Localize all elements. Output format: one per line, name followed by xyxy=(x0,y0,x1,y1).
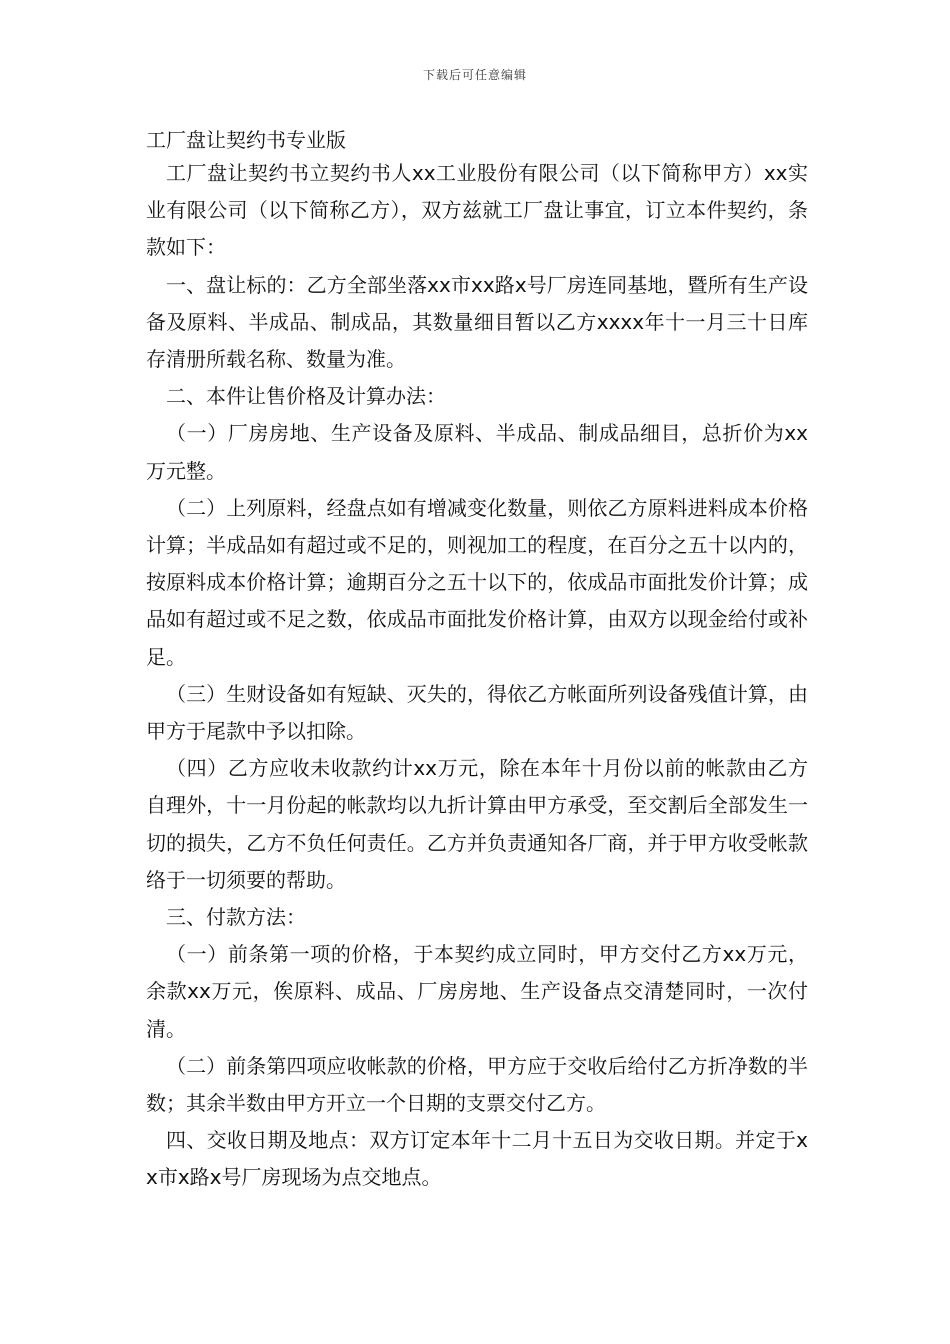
document-title: 工厂盘让契约书专业版 xyxy=(146,128,346,152)
paragraph-clause-2-item-3: （三）生财设备如有短缺、灭失的，得依乙方帐面所列设备残值计算，由甲方于尾款中予以扣除。 xyxy=(146,681,808,744)
paragraph-clause-4: 四、交收日期及地点：双方订定本年十二月十五日为交收日期。并定于xx市x路x号厂房现场为点交地点。 xyxy=(146,1128,808,1190)
document-body xyxy=(146,155,808,1197)
paragraph-clause-2-item-4: （四）乙方应收未收款约计xx万元，除在本年十月份以前的帐款由乙方自理外，十一月份起的帐款均以九折计算由甲方承受，至交割后全部发生一切的损失，乙方不负任何责任。乙方并负责通知各厂商，并于甲方收受帐款络于一切须要的帮助。 xyxy=(146,756,808,892)
paragraph-clause-3-heading: 三、付款方法： xyxy=(166,905,306,930)
paragraph-intro: 工厂盘让契约书立契约书人xx工业股份有限公司（以下简称甲方）xx实业有限公司（以下简称乙方），双方兹就工厂盘让事宜，订立本件契约，条款如下： xyxy=(146,161,808,260)
paragraph-clause-3-item-1: （一）前条第一项的价格，于本契约成立同时，甲方交付乙方xx万元，余款xx万元，俟原料、成品、厂房房地、生产设备点交清楚同时，一次付清。 xyxy=(146,942,808,1041)
page-header: 下载后可任意编辑 xyxy=(422,68,527,82)
paragraph-clause-2-item-1: （一）厂房房地、生产设备及原料、半成品、制成品细目，总折价为xx万元整。 xyxy=(146,421,808,483)
paragraph-clause-3-item-2: （二）前条第四项应收帐款的价格，甲方应于交收后给付乙方折净数的半数；其余半数由甲方开立一个日期的支票交付乙方。 xyxy=(146,1053,808,1116)
paragraph-clause-2-item-2: （二）上列原料，经盘点如有增减变化数量，则依乙方原料进料成本价格计算；半成品如有超过或不足的，则视加工的程度，在百分之五十以内的，按原料成本价格计算；逾期百分之五十以下的，依成品市面批发价计算；成品如有超过或不足之数，依成品市面批发价格计算，由双方以现金给付或补足。 xyxy=(146,495,808,669)
paragraph-clause-1: 一、盘让标的：乙方全部坐落xx市xx路x号厂房连同基地，暨所有生产设备及原料、半成品、制成品，其数量细目暂以乙方xxxx年十一月三十日库存清册所载名称、数量为准。 xyxy=(146,272,808,372)
paragraph-clause-2-heading: 二、本件让售价格及计算办法： xyxy=(166,384,446,409)
